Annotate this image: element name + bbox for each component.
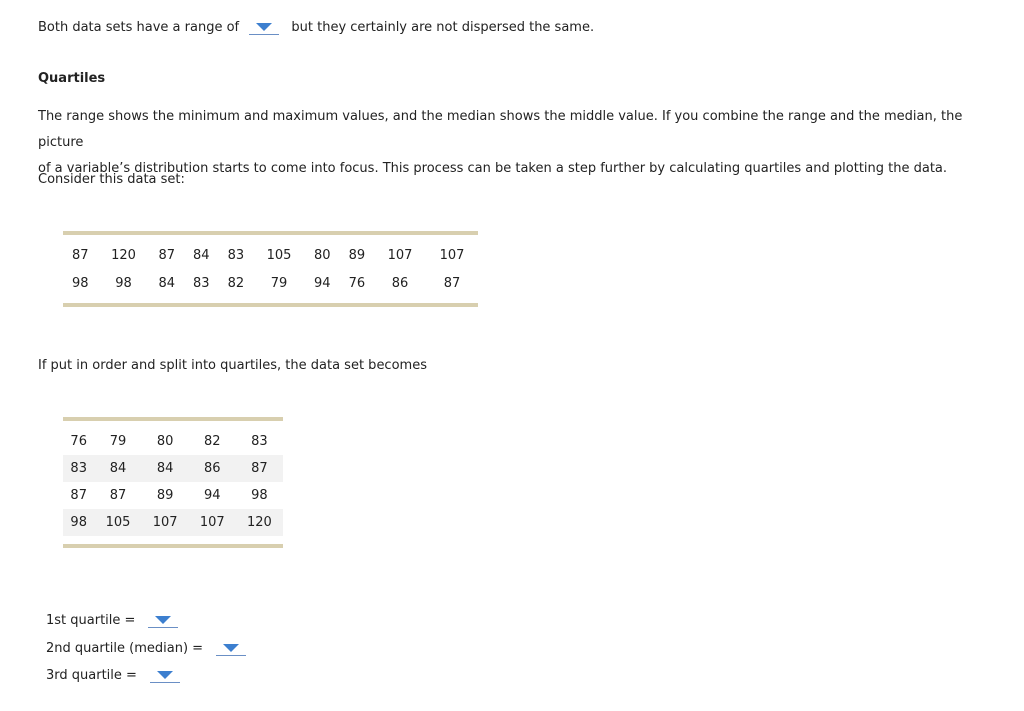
q1-row bbox=[46, 613, 178, 628]
ordered-intro: If put in order and split into quartiles, the data set becomes bbox=[38, 358, 427, 373]
table-cell: 120 bbox=[236, 509, 283, 536]
table-cell: 107 bbox=[142, 509, 189, 536]
table-cell: 98 bbox=[72, 275, 89, 291]
chevron-down-icon bbox=[223, 644, 239, 652]
chevron-down-icon bbox=[157, 671, 173, 679]
table-cell: 107 bbox=[189, 509, 236, 536]
chevron-down-icon bbox=[155, 616, 171, 624]
table-cell: 82 bbox=[203, 434, 221, 449]
table-row bbox=[63, 509, 283, 536]
quartile-table-top-rule bbox=[63, 417, 283, 421]
q2-label: 2nd quartile (median) = bbox=[46, 641, 204, 656]
table-cell: 83 bbox=[251, 434, 268, 449]
consider-label: Consider this data set: bbox=[38, 172, 185, 187]
q3-label: 3rd quartile = bbox=[46, 668, 137, 683]
table-top-rule bbox=[63, 231, 478, 235]
table-row bbox=[63, 455, 283, 482]
table-cell: 76 bbox=[70, 434, 87, 449]
range-sentence-after: but they certainly are not dispersed the same. bbox=[291, 20, 595, 35]
table-cell: 79 bbox=[270, 275, 288, 291]
table-cell: 98 bbox=[251, 488, 268, 503]
table-cell: 83 bbox=[193, 275, 210, 291]
table-cell: 84 bbox=[193, 247, 210, 263]
table-cell: 87 bbox=[72, 247, 89, 263]
table-row bbox=[63, 428, 283, 455]
q2-dropdown[interactable] bbox=[216, 641, 246, 656]
table-cell: 89 bbox=[156, 488, 174, 503]
explanation-line-2: of a variable’s distribution starts to come into focus. This process can be taken a step further by calculating quartiles and plotting the data. bbox=[38, 161, 948, 176]
q1-label: 1st quartile = bbox=[46, 613, 136, 628]
explanation-line-1: The range shows the minimum and maximum values, and the median shows the middle value. If you combine the range and the median, the picture bbox=[38, 109, 963, 150]
range-sentence bbox=[38, 20, 594, 35]
range-dropdown[interactable] bbox=[249, 20, 279, 35]
range-sentence-before: Both data sets have a range of bbox=[38, 20, 240, 35]
table-cell: 105 bbox=[266, 247, 292, 263]
table-cell: 107 bbox=[387, 247, 413, 263]
table-cell: 87 bbox=[158, 247, 175, 263]
table-cell: 86 bbox=[391, 275, 409, 291]
table-row bbox=[63, 269, 478, 297]
chevron-down-icon bbox=[256, 23, 272, 31]
quartile-table bbox=[63, 428, 283, 536]
table-row bbox=[63, 241, 478, 269]
table-cell: 83 bbox=[63, 455, 94, 482]
table-cell: 94 bbox=[203, 488, 221, 503]
table-cell: 87 bbox=[109, 488, 127, 503]
table-cell: 86 bbox=[189, 455, 236, 482]
table-row bbox=[63, 482, 283, 509]
table-cell: 98 bbox=[115, 275, 132, 291]
q2-row bbox=[46, 641, 246, 656]
table-cell: 83 bbox=[227, 247, 245, 263]
table-cell: 79 bbox=[109, 434, 127, 449]
raw-data-table bbox=[63, 241, 478, 297]
table-cell: 84 bbox=[94, 455, 141, 482]
quartile-table-bottom-rule bbox=[63, 544, 283, 548]
q3-row bbox=[46, 668, 180, 683]
table-cell: 120 bbox=[111, 247, 136, 263]
table-cell: 105 bbox=[94, 509, 141, 536]
table-cell: 80 bbox=[314, 247, 331, 263]
table-cell: 80 bbox=[156, 434, 174, 449]
section-heading: Quartiles bbox=[38, 71, 106, 86]
table-cell: 82 bbox=[227, 275, 245, 291]
table-cell: 84 bbox=[158, 275, 175, 291]
table-cell: 98 bbox=[63, 509, 94, 536]
table-cell: 84 bbox=[142, 455, 189, 482]
q1-dropdown[interactable] bbox=[148, 613, 178, 628]
table-cell: 76 bbox=[348, 275, 366, 291]
table-cell: 87 bbox=[443, 275, 461, 291]
q3-dropdown[interactable] bbox=[150, 668, 180, 683]
table-cell: 87 bbox=[236, 455, 283, 482]
table-cell: 87 bbox=[70, 488, 87, 503]
explanation-paragraph bbox=[38, 104, 1008, 182]
table-bottom-rule bbox=[63, 303, 478, 307]
table-cell: 107 bbox=[439, 247, 465, 263]
table-cell: 94 bbox=[314, 275, 331, 291]
table-cell: 89 bbox=[348, 247, 366, 263]
